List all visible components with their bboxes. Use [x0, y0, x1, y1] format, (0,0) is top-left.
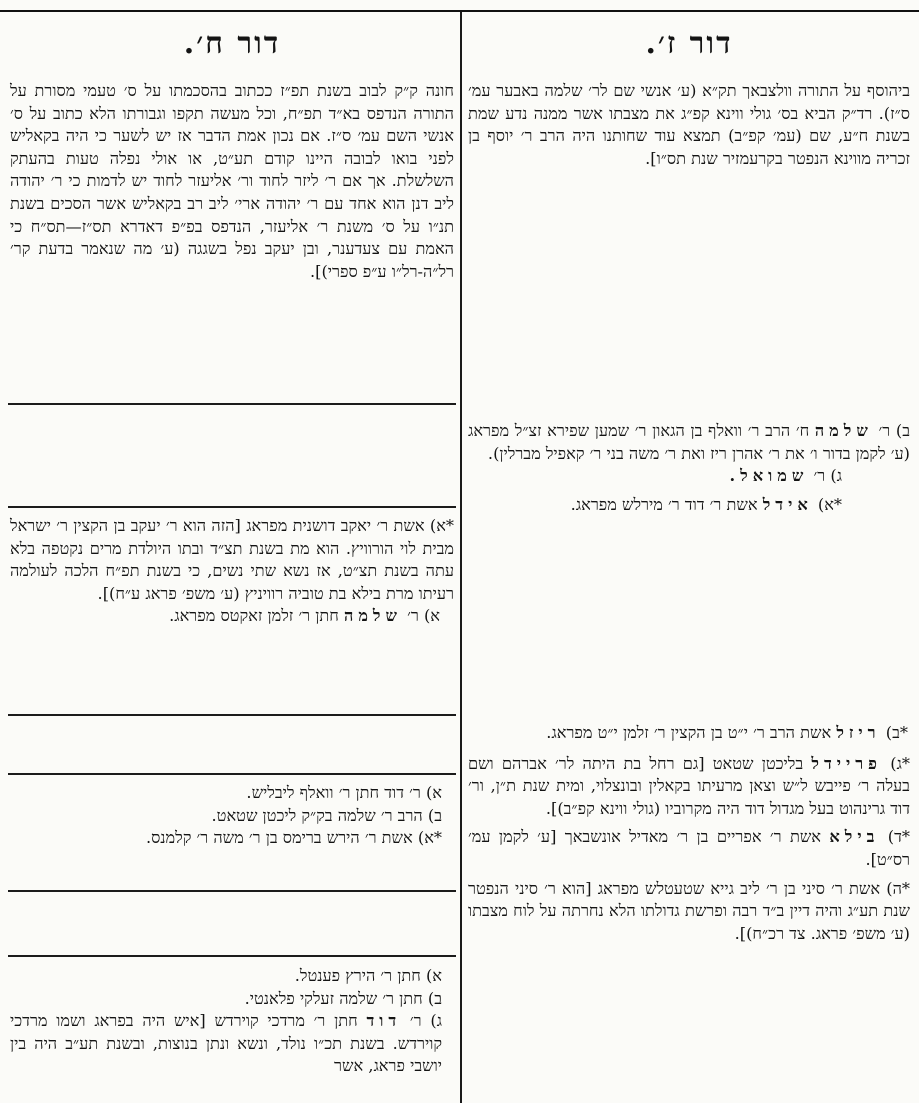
left-section2-block — [8, 515, 456, 628]
entry-b-shlomo: ב) ר׳ שלמה ח׳ הרב ר׳ וואלף בן הגאון ר׳ שמען שפירא זצ״ל מפראג (ע׳ לקמן בדור ו׳ את ר׳ אהרן ריז ואת ר׳ משה בני ר׳ קאפיל מברלין). — [468, 421, 911, 463]
entry-a-hirtz: א) חתן ר׳ הירץ פענטל. — [294, 966, 442, 985]
right-section-b-block — [466, 420, 912, 516]
right-column — [466, 12, 912, 943]
entry-b-shlomo: ב) הרב ר׳ שלמה בק״ק ליכטן שטאט. — [211, 805, 442, 825]
entry-a-dushnit: *א) אשת ר׳ יאקב דושנית מפראג [הזה הוא ר׳ יעקב בן הקצין ר׳ ישראל מבית לוי הורוויץ. הוא מת בשנת תצ״ד ובתו היולדת מרים נקטפה בלא עתה בשנת תצ״ט, אז נשא שתי נשים, כי בשנת תפ״ח הלכה לעולמה רעיתו מרת בילא בת טוביה רוויניץ (ע׳ משפ׳ פראג ע״ח)]. — [10, 516, 454, 603]
left-para1-block — [8, 80, 456, 283]
entry-h-sinai: *ה) אשת ר׳ סיני בן ר׳ ליב גייא שטעטלש מפראג [הוא ר׳ סיני הנפטר שנת תע״ג והיה דיין ב״ד רבה ופרשת גדולתו הלא נחרתה על לוח מצבתו (ע׳ משפ׳ פראג. צד רכ״ח)]. — [468, 878, 910, 943]
name-eidel: אידל — [762, 494, 813, 514]
name-shmuel: שמואל. — [729, 466, 809, 486]
left-column — [8, 12, 456, 1076]
column-separator — [460, 12, 462, 1103]
left-section3-block — [8, 782, 456, 850]
right-section-wives-block — [466, 722, 912, 945]
divider-6 — [8, 955, 456, 957]
right-intro-block — [466, 80, 912, 170]
entry-a-shlomo: א) ר׳ שלמה חתן ר׳ זלמן זאקטס מפראג. — [169, 606, 440, 626]
entry-b-reizel: *ב) ריזל אשת הרב ר׳ י״ט בן הקצין ר׳ זלמן י״ט מפראג. — [546, 723, 908, 742]
left-para1-text: חונה ק״ק לבוב בשנת תפ״ז ככתוב בהסכמתו על ס׳ טעמי מסורת על התורה הנדפס בא״ד תפ״ח, וכל מעשה תקפו וגבורתו הלא כתוב על ס׳ אנשי השם עמ׳ ס״ז. אם נכון אמת הדבר אז יש לשער כי היה בקאליש לפני בואו לבובה היינו קודם תע״ט, או אולי נפלה טעות בהעתק השלשלת. אך אם ר׳ ליזר לחוד ור׳ אליעזר לחוד יש לדמות כי ר׳ יהודה ליב דנן הוא אחד עם ר׳ יהודה ארי׳ ליב רב בקאליש אשר הסכים בשנת תנ״ו על ס׳ משנת ר׳ אליעזר, הנדפס בפ״פ דאדרא תס״ז—תס״ח כי האמת עם צעדענר, ובן יעקב נפל בשגגה (ע׳ מה שנאמר בדעת קר׳ רל״ה-רל״ו ע״פ ספרי)]. — [10, 81, 454, 281]
name-beila: בילא — [829, 827, 880, 847]
divider-2 — [8, 506, 456, 508]
name-shlomo: שלמה — [814, 421, 873, 440]
entry-a-hirsh: *א) אשת ר׳ הירש ברימס בן ר׳ משה ר׳ קלמנס. — [145, 828, 442, 848]
divider-3 — [8, 714, 456, 716]
name-david: דוד — [366, 1011, 402, 1031]
divider-1 — [8, 403, 456, 405]
name-reizel: ריזל — [836, 723, 881, 742]
entry-a-eidel: *א) אידל אשת ר׳ דוד ר׳ מירלש מפראג. — [570, 494, 842, 514]
entry-g-shmuel: ג) ר׳ שמואל. — [729, 466, 842, 486]
entry-d-beila: *ד) בילא אשת ר׳ אפריים בן ר׳ מאדיל אונשבאך [ע׳ לקמן עמ׳ רס״ט]. — [468, 827, 910, 869]
entry-a-david: א) ר׳ דוד חתן ר׳ וואלף ליבליש. — [246, 783, 442, 802]
left-column-heading: דור ח׳. — [183, 25, 281, 61]
name-shlomo-left: שלמה — [344, 606, 402, 626]
left-section4-block — [8, 965, 456, 1078]
divider-4 — [8, 773, 456, 775]
entry-g-freidel: *ג) פריידל בליכטן שטאט [גם רחל בת היתה לר׳ אברהם ושם בעלה ר׳ פייבש ל״ש וצאן מרעיתו בקאלין ובונצלוי, ומית שנת ת״ן, ור׳ דוד גרינהוט בעל מגדול דוד היה מקרוביו (גולי ווינא קפ״ב)]. — [468, 753, 910, 818]
divider-5 — [8, 890, 456, 892]
right-column-heading: דור ז׳. — [645, 25, 733, 61]
name-freidel: פריידל — [811, 753, 882, 773]
right-intro-text: ביהוסף על התורה וולצבאך תק״א (ע׳ אנשי שם לר׳ שלמה באבער עמ׳ ס״ז). רד״ק הביא בס׳ גולי ווינא קפ״ג את מצבתו אשר ממנה נדע שמת בשנת ח״ע, שם (עמ׳ קפ״ב) תמצא עוד שחותנו היה הרב ר׳ יוסף בן זכריה מווינא הנפטר בקרעמזיר שנת תס״ו]. — [468, 81, 910, 168]
entry-b-zelki: ב) חתן ר׳ שלמה זעלקי פלאנטי. — [244, 988, 442, 1008]
entry-g-david: ג) ר׳ דוד חתן ר׳ מרדכי קוירדש [איש היה בפראג ושמו מרדכי קוירדש. בשנת תכ״ו נולד, ונשא ונתן בנוצות, ובשנת תע״ב היה בין יושבי פראג, אשר — [10, 1011, 442, 1076]
